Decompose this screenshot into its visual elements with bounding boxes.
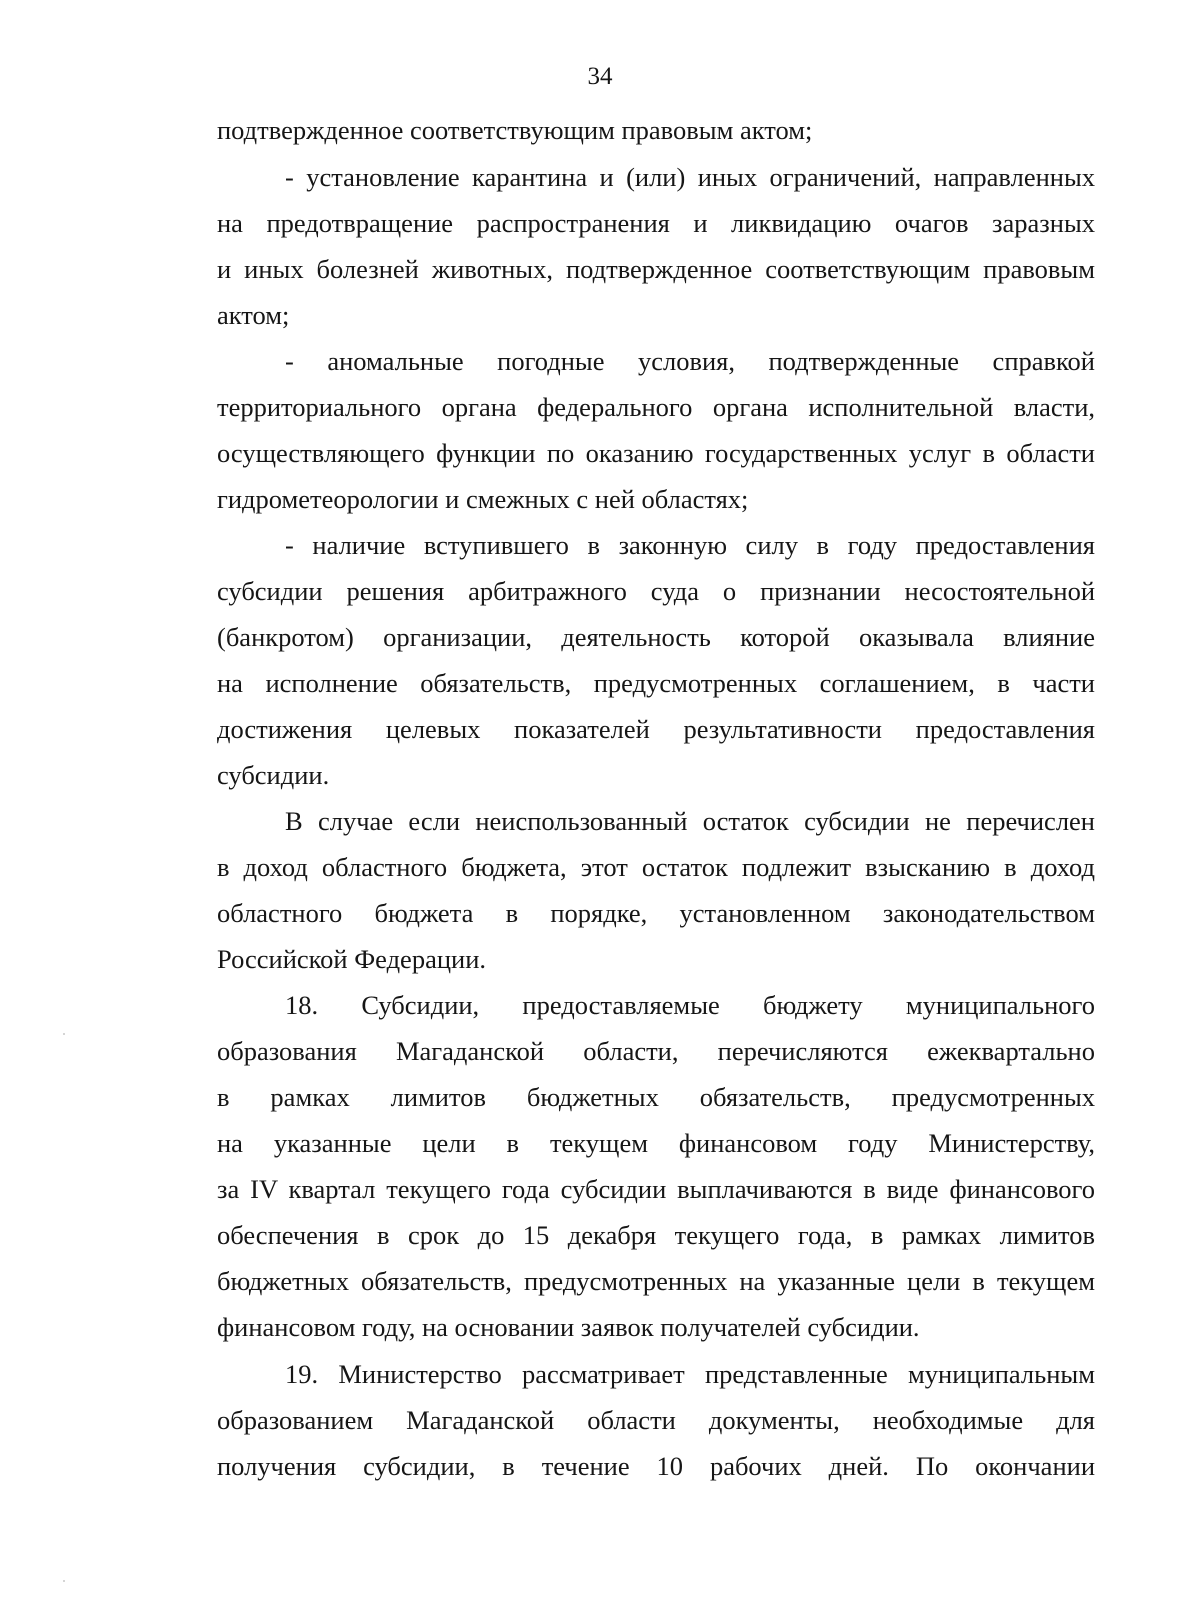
text-line: в рамках лимитов бюджетных обязательств, предусмотренных bbox=[217, 1082, 1095, 1112]
text-line: на указанные цели в текущем финансовом году Министерству, bbox=[217, 1128, 1095, 1158]
text-line: субсидии решения арбитражного суда о признании несостоятельной bbox=[217, 576, 1095, 606]
text-line: осуществляющего функции по оказанию государственных услуг в области bbox=[217, 438, 1095, 468]
text-line: гидрометеорологии и смежных с ней областях; bbox=[217, 484, 749, 514]
text-line: - аномальные погодные условия, подтвержденные справкой bbox=[285, 346, 1095, 376]
text-line: подтвержденное соответствующим правовым актом; bbox=[217, 115, 813, 145]
text-line: обеспечения в срок до 15 декабря текущего года, в рамках лимитов bbox=[217, 1220, 1095, 1250]
text-line: на исполнение обязательств, предусмотренных соглашением, в части bbox=[217, 668, 1095, 698]
text-line: территориального органа федерального органа исполнительной власти, bbox=[217, 392, 1095, 422]
text-line: и иных болезней животных, подтвержденное соответствующим правовым bbox=[217, 254, 1095, 284]
text-line: бюджетных обязательств, предусмотренных на указанные цели в текущем bbox=[217, 1266, 1095, 1296]
text-line: 18. Субсидии, предоставляемые бюджету муниципального bbox=[285, 990, 1095, 1020]
text-line: финансовом году, на основании заявок получателей субсидии. bbox=[217, 1312, 920, 1342]
scan-speck bbox=[63, 1033, 65, 1035]
text-line: Российской Федерации. bbox=[217, 944, 486, 974]
text-line: В случае если неиспользованный остаток субсидии не перечислен bbox=[285, 806, 1095, 836]
text-line: областного бюджета в порядке, установленном законодательством bbox=[217, 898, 1095, 928]
scan-speck bbox=[63, 1580, 65, 1582]
text-line: получения субсидии, в течение 10 рабочих дней. По окончании bbox=[217, 1451, 1095, 1481]
text-line: субсидии. bbox=[217, 760, 330, 790]
text-line: образования Магаданской области, перечисляются ежеквартально bbox=[217, 1036, 1095, 1066]
text-line: на предотвращение распространения и ликвидацию очагов заразных bbox=[217, 208, 1095, 238]
text-line: достижения целевых показателей результативности предоставления bbox=[217, 714, 1095, 744]
text-line: образованием Магаданской области документы, необходимые для bbox=[217, 1405, 1095, 1435]
text-line: - установление карантина и (или) иных ограничений, направленных bbox=[285, 162, 1095, 192]
text-line: за IV квартал текущего года субсидии выплачиваются в виде финансового bbox=[217, 1174, 1095, 1204]
text-line: 19. Министерство рассматривает представленные муниципальным bbox=[285, 1359, 1095, 1389]
text-line: актом; bbox=[217, 300, 290, 330]
text-line: (банкротом) организации, деятельность которой оказывала влияние bbox=[217, 622, 1095, 652]
text-line: - наличие вступившего в законную силу в году предоставления bbox=[285, 530, 1095, 560]
text-line: в доход областного бюджета, этот остаток подлежит взысканию в доход bbox=[217, 852, 1095, 882]
page-number: 34 bbox=[587, 63, 613, 90]
